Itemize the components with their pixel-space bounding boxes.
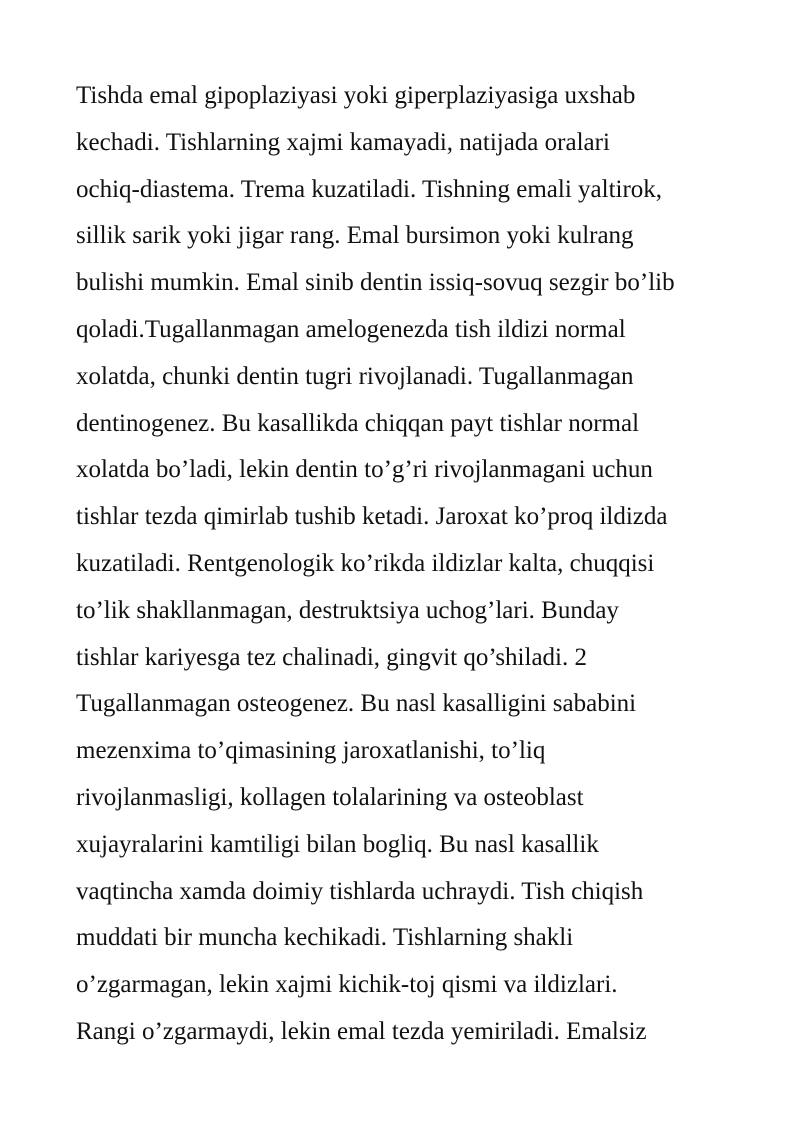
text-line: xujayralarini kamtiligi bilan bogliq. Bu nasl kasallik [76,830,599,858]
text-line: tishlar tezda qimirlab tushib ketadi. Jaroxat ko’proq ildizda [76,503,668,531]
text-line: ochiq-diastema. Trema kuzatiladi. Tishning emali yaltirok, [76,175,663,203]
text-line: xolatda bo’ladi, lekin dentin to’g’ri rivojlanmagani uchun [76,456,653,484]
text-line: dentinogenez. Bu kasallikda chiqqan payt tishlar normal [76,409,640,437]
text-line: Rangi o’zgarmaydi, lekin emal tezda yemiriladi. Emalsiz [76,1017,647,1045]
body-paragraph [76,73,736,1056]
text-line: Tishda emal gipoplaziyasi yoki giperplaziyasiga uxshab [76,82,636,109]
text-line: mezenxima to’qimasining jaroxatlanishi, to’liq [76,737,546,765]
text-line: Tugallanmagan osteogenez. Bu nasl kasalligini sababini [76,690,637,718]
text-line: bulishi mumkin. Emal sinib dentin issiq-sovuq sezgir bo’lib [76,269,675,297]
text-line: rivojlanmasligi, kollagen tolalarining va osteoblast [76,783,584,811]
text-line: o’zgarmagan, lekin xajmi kichik-toj qismi va ildizlari. [76,971,618,999]
text-line: tishlar kariyesga tez chalinadi, gingvit qo’shiladi. 2 [76,643,587,671]
text-line: sillik sarik yoki jigar rang. Emal bursimon yoki kulrang [76,222,634,250]
text-line: to’lik shakllanmagan, destruktsiya uchog’lari. Bunday [76,596,619,624]
text-line: kechadi. Tishlarning xajmi kamayadi, natijada oralari [76,128,610,156]
text-line: qoladi.Tugallanmagan amelogenezda tish ildizi normal [76,315,626,343]
text-line: vaqtincha xamda doimiy tishlarda uchraydi. Tish chiqish [76,877,644,905]
text-line: kuzatiladi. Rentgenologik ko’rikda ildizlar kalta, chuqqisi [76,549,655,577]
text-line: xolatda, chunki dentin tugri rivojlanadi. Tugallanmagan [76,362,634,390]
text-line: muddati bir muncha kechikadi. Tishlarning shakli [76,924,574,952]
